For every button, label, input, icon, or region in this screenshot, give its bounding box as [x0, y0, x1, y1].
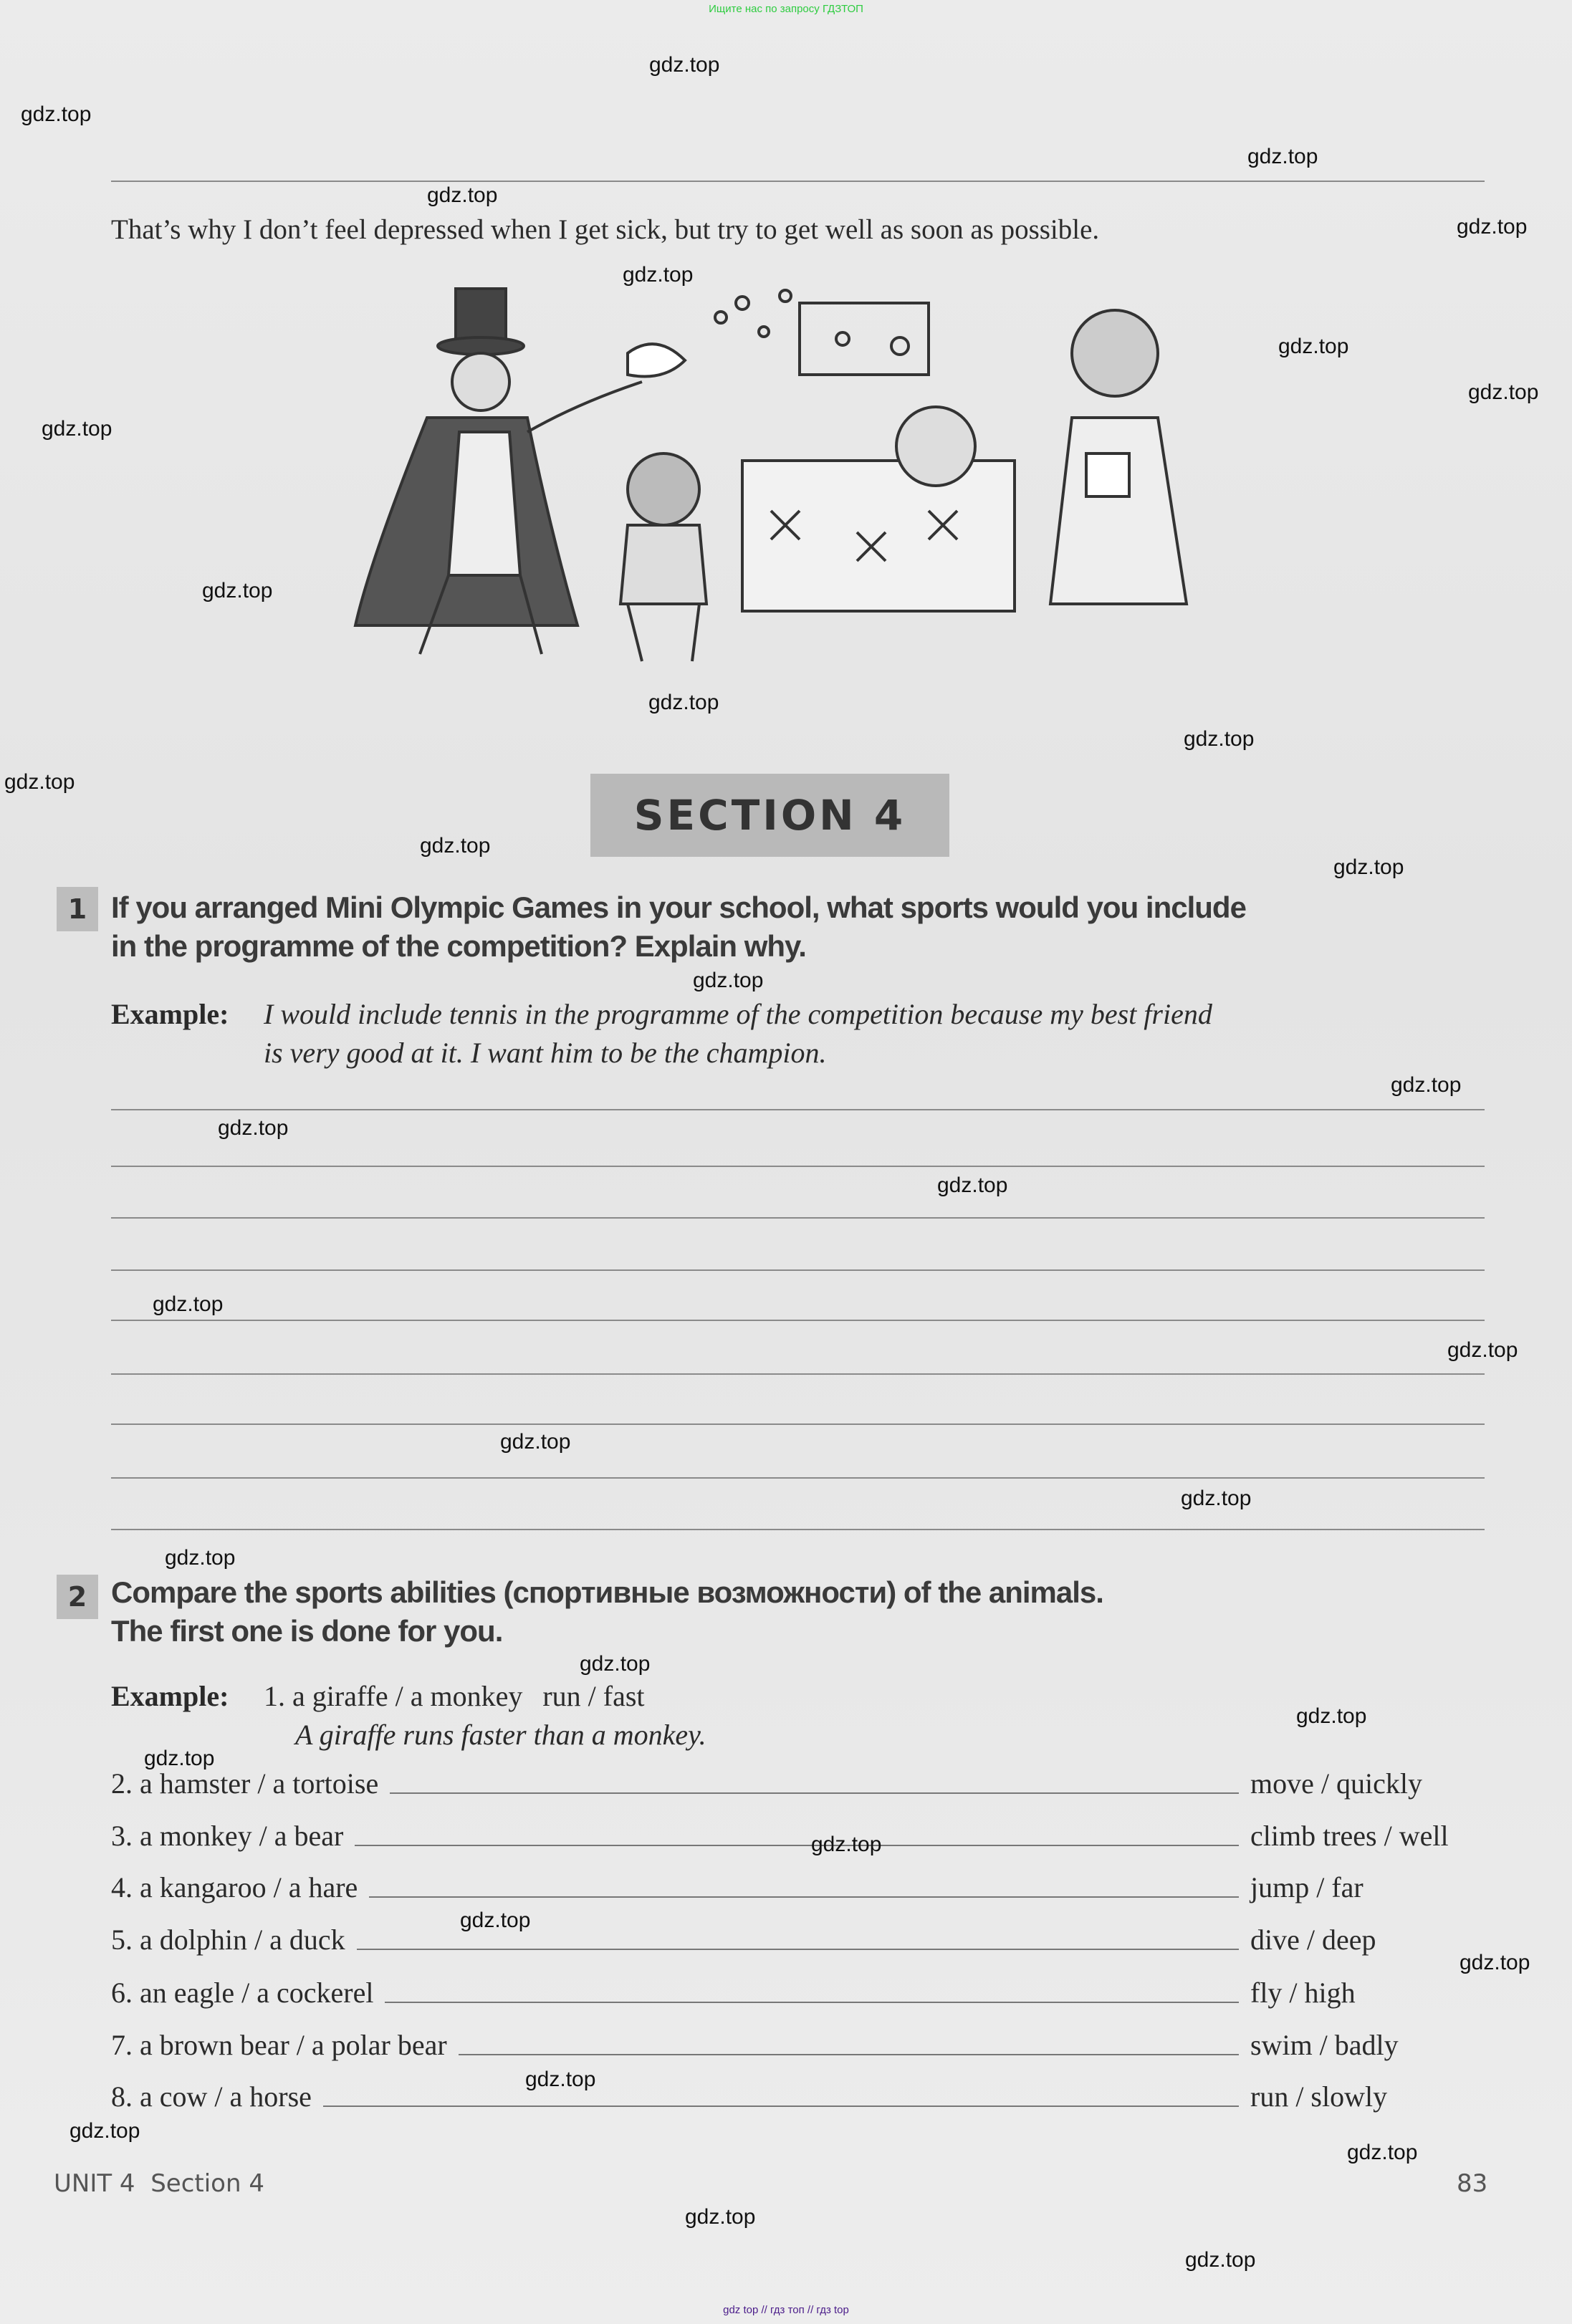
- answer-line[interactable]: [111, 1373, 1485, 1375]
- watermark: gdz.top: [1333, 855, 1404, 879]
- verb-hint: climb trees / well: [1250, 1820, 1449, 1852]
- task-2-example-answer: A giraffe runs faster than a monkey.: [295, 1719, 706, 1751]
- animal-pair: 7. a brown bear / a polar bear: [111, 2029, 447, 2061]
- divider: [111, 181, 1485, 182]
- answer-line[interactable]: [459, 2054, 1239, 2055]
- comparison-row: [111, 1976, 1437, 2010]
- verb-hint: run / slowly: [1250, 2080, 1388, 2113]
- page-number: 83: [1457, 2169, 1488, 2198]
- animal-pair: 5. a dolphin / a duck: [111, 1924, 345, 1956]
- bubbles: [715, 290, 929, 375]
- watermark: gdz.top: [1347, 2141, 1418, 2164]
- watermark: gdz.top: [937, 1173, 1008, 1197]
- watermark: gdz.top: [580, 1652, 651, 1676]
- answer-line[interactable]: [323, 2105, 1239, 2107]
- comparison-row: [111, 2080, 1437, 2114]
- watermark: gdz.top: [648, 691, 719, 714]
- task-1-example-line1: I would include tennis in the programme of the competition because my best friend: [264, 998, 1212, 1030]
- watermark: gdz.top: [21, 102, 92, 126]
- unit-label: UNIT 4: [54, 2169, 135, 2198]
- watermark: gdz.top: [1447, 1338, 1518, 1362]
- watermark: gdz.top: [4, 770, 75, 794]
- task-2-example-pair: 1. a giraffe / a monkey: [264, 1680, 523, 1712]
- bottom-banner[interactable]: gdz top // гдз топ // гдз top: [723, 2304, 849, 2316]
- task-2-number: 2: [57, 1575, 98, 1619]
- answer-line[interactable]: [111, 1423, 1485, 1425]
- task-1-instruction-line1: If you arranged Mini Olympic Games in your school, what sports would you include: [111, 890, 1246, 924]
- watermark: gdz.top: [70, 2119, 140, 2143]
- verb-hint: swim / badly: [1250, 2029, 1399, 2061]
- watermark: gdz.top: [202, 579, 273, 602]
- comparison-row: [111, 1871, 1437, 1905]
- comparison-row: [111, 1767, 1437, 1801]
- task-1-example-label: Example:: [111, 998, 229, 1030]
- footer-unit: [54, 2169, 264, 2198]
- answer-line[interactable]: [355, 1845, 1239, 1846]
- watermark: gdz.top: [525, 2068, 596, 2091]
- comparison-row: [111, 2028, 1437, 2063]
- illustration-sick-boy: [341, 274, 1216, 690]
- watermark: gdz.top: [649, 53, 720, 77]
- verb-hint: fly / high: [1250, 1977, 1356, 2009]
- watermark: gdz.top: [165, 1546, 236, 1570]
- bed: [742, 407, 1015, 611]
- task-1-example-line2: is very good at it. I want him to be the champion.: [264, 1037, 827, 1069]
- answer-line[interactable]: [111, 1529, 1485, 1530]
- answer-line[interactable]: [111, 1166, 1485, 1167]
- watermark: gdz.top: [218, 1116, 289, 1140]
- task-1-number: 1: [57, 887, 98, 931]
- verb-hint: jump / far: [1250, 1871, 1363, 1903]
- comparison-row: [111, 1923, 1437, 1957]
- answer-line[interactable]: [111, 1477, 1485, 1479]
- task-2-instruction-line2: The first one is done for you.: [111, 1614, 503, 1648]
- task-2-example-row: [264, 1679, 645, 1714]
- watermark: gdz.top: [1457, 215, 1528, 239]
- verb-hint: move / quickly: [1250, 1767, 1422, 1800]
- task-1-instruction-line2: in the programme of the competition? Explain why.: [111, 929, 806, 963]
- animal-pair: 2. a hamster / a tortoise: [111, 1767, 379, 1800]
- watermark: gdz.top: [500, 1430, 571, 1454]
- watermark: gdz.top: [811, 1833, 882, 1856]
- verb-hint: dive / deep: [1250, 1924, 1376, 1956]
- comparison-row: [111, 1819, 1449, 1856]
- answer-line[interactable]: [111, 1320, 1485, 1321]
- watermark: gdz.top: [420, 834, 491, 858]
- watermark: gdz.top: [693, 969, 764, 992]
- girl-figure: [620, 453, 706, 661]
- section-label: Section 4: [150, 2169, 264, 2198]
- answer-line[interactable]: [111, 1269, 1485, 1271]
- answer-line[interactable]: [357, 1949, 1239, 1950]
- watermark: gdz.top: [460, 1908, 531, 1932]
- answer-line[interactable]: [111, 1217, 1485, 1219]
- search-banner[interactable]: Ищите нас по запросу ГДЗТОП: [709, 3, 863, 15]
- dove: [628, 344, 685, 376]
- watermark: gdz.top: [42, 417, 112, 441]
- task-2-example-label: Example:: [111, 1680, 229, 1712]
- magician-figure: [355, 289, 642, 654]
- watermark: gdz.top: [1181, 1487, 1252, 1510]
- watermark: gdz.top: [623, 263, 694, 287]
- watermark: gdz.top: [153, 1292, 224, 1316]
- watermark: gdz.top: [685, 2205, 756, 2229]
- animal-pair: 6. an eagle / a cockerel: [111, 1977, 374, 2009]
- watermark: gdz.top: [1391, 1073, 1462, 1097]
- watermark: gdz.top: [1460, 1951, 1530, 1974]
- watermark: gdz.top: [1247, 145, 1318, 168]
- answer-line[interactable]: [390, 1792, 1239, 1794]
- watermark: gdz.top: [144, 1747, 215, 1770]
- animal-pair: 8. a cow / a horse: [111, 2080, 312, 2113]
- watermark: gdz.top: [1468, 380, 1539, 404]
- watermark: gdz.top: [1184, 727, 1255, 751]
- watermark: gdz.top: [1296, 1704, 1367, 1728]
- watermark: gdz.top: [1185, 2248, 1256, 2272]
- intro-text: That’s why I don’t feel depressed when I get sick, but try to get well as soon as possible.: [111, 214, 1100, 245]
- answer-line[interactable]: [385, 2002, 1239, 2003]
- animal-pair: 3. a monkey / a bear: [111, 1820, 344, 1852]
- task-2-example-hint: run / fast: [542, 1680, 645, 1712]
- answer-line[interactable]: [369, 1896, 1239, 1898]
- animal-pair: 4. a kangaroo / a hare: [111, 1871, 358, 1903]
- watermark: gdz.top: [427, 183, 498, 207]
- answer-line[interactable]: [111, 1109, 1485, 1110]
- task-2-instruction-line1: Compare the sports abilities (спортивные возможности) of the animals.: [111, 1575, 1103, 1609]
- section-title: SECTION 4: [590, 774, 949, 857]
- woman-figure: [1050, 310, 1187, 604]
- watermark: gdz.top: [1278, 335, 1349, 358]
